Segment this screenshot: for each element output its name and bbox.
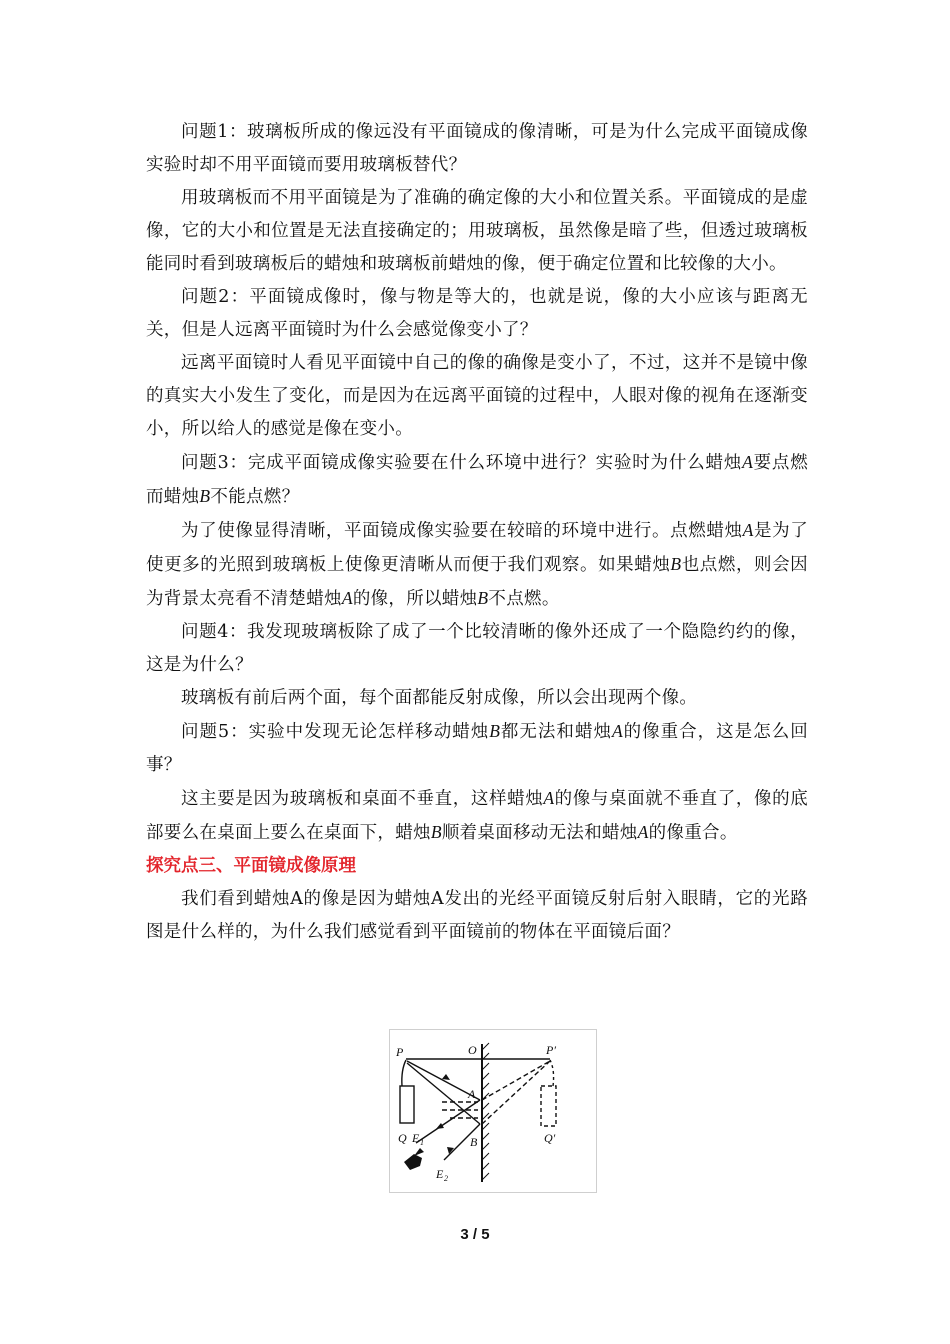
label-e1: E xyxy=(412,1131,420,1145)
answer-1: 用玻璃板而不用平面镜是为了准确的确定像的大小和位置关系。平面镜成的是虚像，它的大小和位置是无法直接确定的；用玻璃板，虽然像是暗了些，但透过玻璃板能同时看到玻璃板后的蜡烛和玻璃板前蜡烛的像，便于确定位置和比较像的大小。 xyxy=(146,188,808,274)
extension-1 xyxy=(482,1061,550,1100)
mirror-ray-diagram xyxy=(389,1029,597,1193)
label-p-prime: P′ xyxy=(546,1043,556,1057)
arrow-3 xyxy=(442,1074,450,1080)
document-body xyxy=(146,116,808,949)
label-a: A xyxy=(468,1087,476,1101)
answer-3: 为了使像显得清晰，平面镜成像实验要在较暗的环境中进行。点燃蜡烛A是为了使更多的光照到玻璃板上使像更清晰从而便于我们观察。如果蜡烛B也点燃，则会因为背景太亮看不清楚蜡烛A的像，所以蜡烛B不点燃。 xyxy=(146,520,808,609)
candle-wick xyxy=(402,1060,406,1086)
label-o: O xyxy=(468,1043,477,1057)
virtual-wick xyxy=(550,1060,554,1086)
label-q-prime: Q′ xyxy=(544,1131,556,1145)
label-e2: E xyxy=(436,1167,444,1181)
page-number: 3 / 5 xyxy=(460,1226,490,1243)
label-b: B xyxy=(470,1135,478,1149)
question-5: 问题5：实验中发现无论怎样移动蜡烛B都无法和蜡烛A的像重合，这是怎么回事？ xyxy=(146,721,808,775)
question-3: 问题3：完成平面镜成像实验要在什么环境中进行？实验时为什么蜡烛A要点燃而蜡烛B不能点燃？ xyxy=(146,452,808,507)
label-e2-sub: 2 xyxy=(444,1174,448,1183)
section-3-text: 我们看到蜡烛A的像是因为蜡烛A发出的光经平面镜反射后射入眼睛，它的光路图是什么样的，为什么我们感觉看到平面镜前的物体在平面镜后面？ xyxy=(146,889,808,942)
answer-4: 玻璃板有前后两个面，每个面都能反射成像，所以会出现两个像。 xyxy=(181,688,698,708)
question-4: 问题4：我发现玻璃板除了成了一个比较清晰的像外还成了一个隐隐约约的像，这是为什么？ xyxy=(146,622,808,675)
question-1: 问题1：玻璃板所成的像远没有平面镜成的像清晰，可是为什么完成平面镜成像实验时却不用平面镜而要用玻璃板替代？ xyxy=(146,122,808,175)
extension-2 xyxy=(482,1061,550,1124)
section-heading: 探究点三、平面镜成像原理 xyxy=(146,856,356,876)
question-2: 问题2：平面镜成像时，像与物是等大的，也就是说，像的大小应该与距离无关，但是人远离平面镜时为什么会感觉像变小了？ xyxy=(146,287,808,340)
mirror-hatching xyxy=(482,1043,489,1180)
answer-5: 这主要是因为玻璃板和桌面不垂直，这样蜡烛A的像与桌面就不垂直了，像的底部要么在桌面上要么在桌面下，蜡烛B顺着桌面移动无法和蜡烛A的像重合。 xyxy=(146,788,809,843)
label-p: P xyxy=(396,1045,404,1059)
label-q: Q xyxy=(398,1131,407,1145)
virtual-candle xyxy=(541,1086,556,1126)
answer-2: 远离平面镜时人看见平面镜中自己的像的确像是变小了，不过，这并不是镜中像的真实大小发生了变化，而是因为在远离平面镜的过程中，人眼对像的视角在逐渐变小，所以给人的感觉是像在变小。 xyxy=(146,353,808,439)
candle xyxy=(400,1086,414,1123)
eye-figure xyxy=(404,1148,424,1170)
label-e1-sub: 1 xyxy=(420,1138,424,1147)
arrow-1 xyxy=(436,1123,444,1129)
